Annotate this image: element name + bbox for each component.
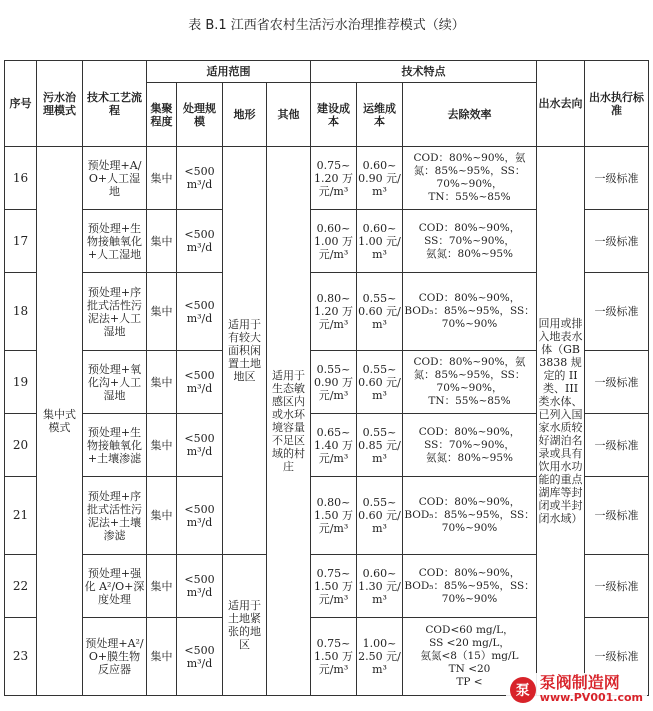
centralization-cell: 集中 (147, 273, 177, 351)
standard-cell: 一级标准 (585, 618, 649, 696)
header-seq: 序号 (5, 61, 37, 147)
efficiency-cell: COD：80%~90%， BOD₅：85%~95%，SS： 70%~90% (403, 555, 537, 618)
centralization-cell: 集中 (147, 555, 177, 618)
mode-cell: 集中式模式 (37, 147, 83, 696)
efficiency-cell: COD：80%~90%， BOD₅：85%~95%，SS： 70%~90% (403, 477, 537, 555)
op-cost-cell: 0.55~0.60 元/m³ (357, 477, 403, 555)
scale-cell: <500 m³/d (177, 414, 223, 477)
scale-cell: <500 m³/d (177, 351, 223, 414)
seq-cell: 23 (5, 618, 37, 696)
scale-cell: <500 m³/d (177, 210, 223, 273)
seq-cell: 16 (5, 147, 37, 210)
scale-cell: <500 m³/d (177, 477, 223, 555)
process-cell: 预处理+氧化沟+人工湿地 (83, 351, 147, 414)
build-cost-cell: 0.75~1.50 万元/m³ (311, 555, 357, 618)
efficiency-cell: COD：80%~90%， SS：70%~90%， 氨氮：80%~95% (403, 414, 537, 477)
efficiency-cell: COD：80%~90%，氨 氮：85%~95%，SS： 70%~90%， TN：55%~85% (403, 351, 537, 414)
terrain-cell: 适用于土地紧张的地区 (223, 555, 267, 696)
build-cost-cell: 0.75~1.20 万元/m³ (311, 147, 357, 210)
standard-cell: 一级标准 (585, 351, 649, 414)
standard-cell: 一级标准 (585, 210, 649, 273)
header-terrain: 地形 (223, 83, 267, 147)
header-build-cost: 建设成本 (311, 83, 357, 147)
efficiency-cell: COD：80%~90%，氨 氮：85%~95%，SS： 70%~90%， TN：55%~85% (403, 147, 537, 210)
seq-cell: 22 (5, 555, 37, 618)
header-mode: 污水治理模式 (37, 61, 83, 147)
other-cell: 适用于生态敏感区内或水环境容量不足区域的村庄 (267, 147, 311, 696)
op-cost-cell: 0.55~0.60 元/m³ (357, 273, 403, 351)
process-cell: 预处理+生物接触氧化+土壤渗滤 (83, 414, 147, 477)
header-tech: 技术特点 (311, 61, 537, 83)
header-process: 技术工艺流程 (83, 61, 147, 147)
scale-cell: <500 m³/d (177, 618, 223, 696)
terrain-cell: 适用于有较大面积闲置土地地区 (223, 147, 267, 555)
centralization-cell: 集中 (147, 477, 177, 555)
process-cell: 预处理+A²/O+膜生物反应器 (83, 618, 147, 696)
seq-cell: 20 (5, 414, 37, 477)
standard-cell: 一级标准 (585, 414, 649, 477)
watermark-url: www.PV001.com (539, 691, 643, 704)
centralization-cell: 集中 (147, 618, 177, 696)
efficiency-cell: COD：80%~90%， BOD₅：85%~95%，SS： 70%~90% (403, 273, 537, 351)
scale-cell: <500 m³/d (177, 273, 223, 351)
build-cost-cell: 0.65~1.40 万元/m³ (311, 414, 357, 477)
build-cost-cell: 0.55~0.90 万元/m³ (311, 351, 357, 414)
build-cost-cell: 0.80~1.20 万元/m³ (311, 273, 357, 351)
op-cost-cell: 0.55~0.85 元/m³ (357, 414, 403, 477)
standard-cell: 一级标准 (585, 273, 649, 351)
seq-cell: 18 (5, 273, 37, 351)
build-cost-cell: 0.75~1.50 万元/m³ (311, 618, 357, 696)
header-outlet: 出水去向 (537, 61, 585, 147)
op-cost-cell: 1.00~2.50 元/m³ (357, 618, 403, 696)
process-cell: 预处理+序批式活性污泥法+人工湿地 (83, 273, 147, 351)
header-centralization: 集聚程度 (147, 83, 177, 147)
seq-cell: 21 (5, 477, 37, 555)
process-cell: 预处理+强化 A²/O+深度处理 (83, 555, 147, 618)
scale-cell: <500 m³/d (177, 555, 223, 618)
standard-cell: 一级标准 (585, 477, 649, 555)
treatment-mode-table (4, 60, 649, 696)
header-op-cost: 运维成本 (357, 83, 403, 147)
process-cell: 预处理+生物接触氧化+人工湿地 (83, 210, 147, 273)
standard-cell: 一级标准 (585, 147, 649, 210)
centralization-cell: 集中 (147, 414, 177, 477)
build-cost-cell: 0.60~1.00 万元/m³ (311, 210, 357, 273)
scale-cell: <500 m³/d (177, 147, 223, 210)
seq-cell: 17 (5, 210, 37, 273)
build-cost-cell: 0.80~1.50 万元/m³ (311, 477, 357, 555)
header-scope: 适用范围 (147, 61, 311, 83)
header-efficiency: 去除效率 (403, 83, 537, 147)
watermark-name: 泵阀制造网 (539, 673, 620, 692)
centralization-cell: 集中 (147, 210, 177, 273)
standard-cell: 一级标准 (585, 555, 649, 618)
outlet-cell: 回用或排入地表水体（GB 3838 规定的 II 类、III 类水体、已列入国家水质较好湖泊名录或具有饮用水功能的重点湖库等封闭或半封闭水域） (537, 147, 585, 696)
watermark-logo-icon: 泵 (510, 677, 536, 703)
header-standard: 出水执行标准 (585, 61, 649, 147)
process-cell: 预处理+A/O+人工湿地 (83, 147, 147, 210)
table-row (5, 147, 649, 210)
op-cost-cell: 0.60~1.30 元/m³ (357, 555, 403, 618)
header-scale: 处理规模 (177, 83, 223, 147)
op-cost-cell: 0.60~1.00 元/m³ (357, 210, 403, 273)
centralization-cell: 集中 (147, 351, 177, 414)
efficiency-cell: COD：80%~90%， SS：70%~90%， 氨氮：80%~95% (403, 210, 537, 273)
op-cost-cell: 0.60~0.90 元/m³ (357, 147, 403, 210)
header-other: 其他 (267, 83, 311, 147)
op-cost-cell: 0.55~0.60 元/m³ (357, 351, 403, 414)
efficiency-cell: COD<60 mg/L， SS <20 mg/L， 氨氮<8（15）mg/L TN <20 TP < (403, 618, 537, 696)
seq-cell: 19 (5, 351, 37, 414)
watermark (506, 673, 647, 707)
table-title: 表 B.1 江西省农村生活污水治理推荐模式（续） (188, 18, 465, 33)
centralization-cell: 集中 (147, 147, 177, 210)
process-cell: 预处理+序批式活性污泥法+土壤渗滤 (83, 477, 147, 555)
